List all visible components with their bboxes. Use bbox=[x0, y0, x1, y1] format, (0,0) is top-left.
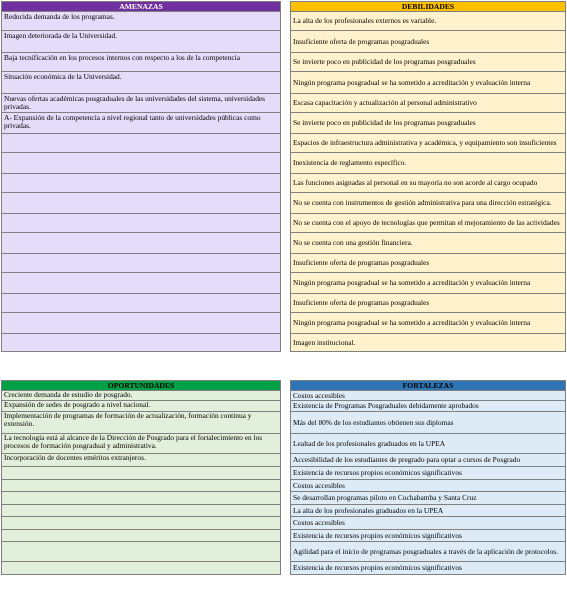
oportunidades-cell bbox=[2, 492, 281, 505]
fortalezas-table bbox=[290, 380, 566, 575]
oportunidades-cell bbox=[2, 480, 281, 492]
fortalezas-cell bbox=[291, 467, 566, 480]
debilidades-row bbox=[291, 72, 566, 94]
debilidades-item-text: No se cuenta con una gestión financiera. bbox=[293, 239, 413, 247]
amenazas-cell bbox=[2, 134, 281, 153]
fortalezas-cell bbox=[291, 517, 566, 530]
fortalezas-cell bbox=[291, 391, 566, 401]
fortalezas-item-text: Existencia de recursos propios económicos significativos bbox=[293, 564, 462, 572]
debilidades-item-text: Espacios de infraestructura administrativa y académica, y equipamiento son insuficientes bbox=[293, 139, 557, 147]
fortalezas-item-text: Lealtad de los profesionales graduados en la UPEA bbox=[293, 439, 446, 448]
fortalezas-item-text: Existencia de recursos propios económicos significativos bbox=[293, 469, 462, 477]
oportunidades-cell bbox=[2, 517, 281, 530]
debilidades-row bbox=[291, 53, 566, 72]
oportunidades-cell bbox=[2, 391, 281, 401]
fortalezas-row bbox=[291, 480, 566, 492]
oportunidades-row bbox=[2, 480, 281, 492]
amenazas-cell bbox=[2, 254, 281, 273]
oportunidades-cell bbox=[2, 412, 281, 434]
amenazas-cell bbox=[2, 94, 281, 113]
amenazas-row bbox=[2, 113, 281, 134]
oportunidades-item-text: La tecnología está al alcance de la Dirección de Posgrado para el fortalecimiento en los procesos de formación posgradual y administrativa. bbox=[4, 434, 263, 450]
debilidades-row bbox=[291, 12, 566, 31]
debilidades-item-text: Ningún programa posgradual se ha sometido a acreditación y evaluación interna bbox=[293, 78, 531, 87]
oportunidades-cell bbox=[2, 454, 281, 467]
debilidades-row bbox=[291, 254, 566, 273]
amenazas-cell bbox=[2, 214, 281, 233]
fortalezas-row bbox=[291, 412, 566, 434]
oportunidades-row bbox=[2, 401, 281, 412]
fortalezas-cell bbox=[291, 434, 566, 454]
fortalezas-item-text: La alta de los profesionales graduados en la UPEA bbox=[293, 506, 444, 515]
oportunidades-cell bbox=[2, 542, 281, 562]
amenazas-cell bbox=[2, 31, 281, 53]
debilidades-cell bbox=[291, 294, 566, 313]
amenazas-item-text: Reducida demanda de los programas. bbox=[4, 13, 115, 21]
debilidades-item-text: Ningún programa posgradual se ha sometido a acreditación y evaluación interna bbox=[293, 279, 531, 287]
debilidades-row bbox=[291, 313, 566, 334]
amenazas-row bbox=[2, 273, 281, 294]
amenazas-row bbox=[2, 193, 281, 214]
debilidades-cell bbox=[291, 214, 566, 233]
amenazas-row bbox=[2, 12, 281, 31]
fortalezas-item-text: Costos accesibles bbox=[293, 391, 345, 400]
amenazas-row bbox=[2, 313, 281, 334]
amenazas-row bbox=[2, 174, 281, 193]
debilidades-item-text: Inexistencia de reglamento específico. bbox=[293, 159, 407, 167]
fortalezas-row bbox=[291, 492, 566, 505]
debilidades-cell bbox=[291, 53, 566, 72]
oportunidades-row bbox=[2, 467, 281, 480]
debilidades-header: DEBILIDADES bbox=[291, 2, 566, 12]
amenazas-item-text: Situación económica de la Universidad. bbox=[4, 73, 122, 81]
amenazas-cell bbox=[2, 153, 281, 174]
amenazas-row bbox=[2, 254, 281, 273]
fortalezas-cell bbox=[291, 454, 566, 467]
debilidades-item-text: Insuficiente oferta de programas posgraduales bbox=[293, 299, 430, 307]
oportunidades-row bbox=[2, 505, 281, 517]
oportunidades-header: OPORTUNIDADES bbox=[2, 381, 281, 391]
debilidades-row bbox=[291, 174, 566, 193]
fortalezas-row bbox=[291, 454, 566, 467]
oportunidades-row bbox=[2, 391, 281, 401]
debilidades-cell bbox=[291, 254, 566, 273]
fortalezas-row bbox=[291, 505, 566, 517]
debilidades-table bbox=[290, 1, 566, 352]
debilidades-cell bbox=[291, 31, 566, 53]
oportunidades-cell bbox=[2, 401, 281, 412]
fortalezas-row bbox=[291, 517, 566, 530]
amenazas-cell bbox=[2, 294, 281, 313]
amenazas-cell bbox=[2, 53, 281, 72]
debilidades-row bbox=[291, 113, 566, 134]
oportunidades-row bbox=[2, 412, 281, 434]
amenazas-row bbox=[2, 53, 281, 72]
debilidades-item-text: Imagen institucional. bbox=[293, 338, 356, 347]
amenazas-row bbox=[2, 94, 281, 113]
oportunidades-row bbox=[2, 517, 281, 530]
fortalezas-cell bbox=[291, 562, 566, 575]
debilidades-cell bbox=[291, 12, 566, 31]
fortalezas-cell bbox=[291, 505, 566, 517]
oportunidades-row bbox=[2, 434, 281, 454]
amenazas-row bbox=[2, 214, 281, 233]
amenazas-cell bbox=[2, 313, 281, 334]
fortalezas-item-text: Existencia de recursos propios económicos significativos bbox=[293, 531, 462, 540]
debilidades-row bbox=[291, 334, 566, 352]
oportunidades-row bbox=[2, 542, 281, 562]
debilidades-row bbox=[291, 31, 566, 53]
fortalezas-item-text: Existencia de Programas Posgraduales debidamente aprobados bbox=[293, 402, 479, 410]
debilidades-item-text: Se invierte poco en publicidad de los programas posgraduales bbox=[293, 58, 476, 66]
fortalezas-item-text: Se desarrollan programas piloto en Cochabamba y Santa Cruz bbox=[293, 494, 477, 502]
fortalezas-cell bbox=[291, 401, 566, 412]
debilidades-row bbox=[291, 273, 566, 294]
amenazas-cell bbox=[2, 334, 281, 352]
oportunidades-cell bbox=[2, 505, 281, 517]
fortalezas-row bbox=[291, 467, 566, 480]
amenazas-item-text: Imagen deteriorada de la Universidad. bbox=[4, 32, 118, 40]
debilidades-row bbox=[291, 214, 566, 233]
fortalezas-item-text: Costos accesibles bbox=[293, 519, 345, 527]
fortalezas-item-text: Accesibilidad de los estudiantes de pregrado para optar a cursos de Posgrado bbox=[293, 456, 521, 464]
amenazas-row bbox=[2, 31, 281, 53]
debilidades-cell bbox=[291, 113, 566, 134]
amenazas-item-text: A- Expansión de la competencia a nivel regional tanto de universidades públicas como privadas. bbox=[4, 114, 261, 130]
fortalezas-cell bbox=[291, 530, 566, 542]
debilidades-cell bbox=[291, 153, 566, 174]
debilidades-item-text: No se cuenta con instrumentos de gestión administrativa para una dirección estratégica. bbox=[293, 199, 552, 207]
oportunidades-item-text: Incorporación de docentes eméritos extranjeros. bbox=[4, 454, 146, 462]
debilidades-row bbox=[291, 94, 566, 113]
debilidades-item-text: Las funciones asignadas al personal en su mayoría no son acorde al cargo ocupado bbox=[293, 179, 538, 187]
oportunidades-item-text: Creciente demanda de estudio de posgrado. bbox=[4, 391, 133, 399]
oportunidades-row bbox=[2, 530, 281, 542]
debilidades-row bbox=[291, 134, 566, 153]
debilidades-cell bbox=[291, 174, 566, 193]
oportunidades-item-text: Expansión de sedes de posgrado a nivel nacional. bbox=[4, 401, 151, 409]
debilidades-item-text: La alta de los profesionales externos es variable. bbox=[293, 17, 437, 25]
fortalezas-item-text: Agilidad para el inicio de programas posgraduales a través de la aplicación de protocolos. bbox=[293, 547, 559, 556]
debilidades-cell bbox=[291, 313, 566, 334]
oportunidades-cell bbox=[2, 434, 281, 454]
amenazas-cell bbox=[2, 72, 281, 94]
oportunidades-cell bbox=[2, 562, 281, 575]
amenazas-row bbox=[2, 233, 281, 254]
fortalezas-cell bbox=[291, 542, 566, 562]
fortalezas-header: FORTALEZAS bbox=[291, 381, 566, 391]
debilidades-item-text: Escasa capacitación y actualización al personal administrativo bbox=[293, 99, 477, 107]
oportunidades-row bbox=[2, 562, 281, 575]
fortalezas-cell bbox=[291, 412, 566, 434]
debilidades-item-text: No se cuenta con el apoyo de tecnologías que permitan el mejoramiento de las actividades bbox=[293, 219, 560, 227]
fortalezas-row bbox=[291, 530, 566, 542]
oportunidades-table bbox=[1, 380, 281, 575]
debilidades-item-text: Se invierte poco en publicidad de los programas posgraduales bbox=[293, 119, 476, 127]
amenazas-table bbox=[1, 1, 281, 352]
amenazas-cell bbox=[2, 113, 281, 134]
amenazas-row bbox=[2, 72, 281, 94]
oportunidades-cell bbox=[2, 467, 281, 480]
debilidades-row bbox=[291, 193, 566, 214]
fortalezas-row bbox=[291, 562, 566, 575]
fortalezas-cell bbox=[291, 492, 566, 505]
amenazas-cell bbox=[2, 174, 281, 193]
amenazas-item-text: Nuevas ofertas académicas posgraduales de las universidades del sistema, universidades privadas. bbox=[4, 95, 266, 111]
debilidades-row bbox=[291, 233, 566, 254]
amenazas-item-text: Baja tecnificación en los procesos internos con respecto a los de la competencia bbox=[4, 54, 240, 62]
fortalezas-item-text: Costos accesibles bbox=[293, 481, 345, 490]
debilidades-item-text: Insuficiente oferta de programas posgraduales bbox=[293, 259, 430, 267]
fortalezas-row bbox=[291, 434, 566, 454]
debilidades-cell bbox=[291, 134, 566, 153]
debilidades-cell bbox=[291, 273, 566, 294]
amenazas-cell bbox=[2, 12, 281, 31]
fortalezas-cell bbox=[291, 480, 566, 492]
amenazas-row bbox=[2, 294, 281, 313]
debilidades-row bbox=[291, 153, 566, 174]
debilidades-item-text: Ningún programa posgradual se ha sometido a acreditación y evaluación interna bbox=[293, 319, 531, 327]
amenazas-row bbox=[2, 334, 281, 352]
fortalezas-row bbox=[291, 542, 566, 562]
oportunidades-cell bbox=[2, 530, 281, 542]
debilidades-cell bbox=[291, 193, 566, 214]
debilidades-cell bbox=[291, 334, 566, 352]
oportunidades-row bbox=[2, 454, 281, 467]
debilidades-row bbox=[291, 294, 566, 313]
amenazas-row bbox=[2, 153, 281, 174]
oportunidades-item-text: Implementación de programas de formación de actualización, formación continua y extensión. bbox=[4, 412, 252, 428]
amenazas-cell bbox=[2, 273, 281, 294]
amenazas-header: AMENAZAS bbox=[2, 2, 281, 12]
debilidades-item-text: Insuficiente oferta de programas posgraduales bbox=[293, 37, 430, 46]
debilidades-cell bbox=[291, 94, 566, 113]
oportunidades-row bbox=[2, 492, 281, 505]
debilidades-cell bbox=[291, 72, 566, 94]
amenazas-row bbox=[2, 134, 281, 153]
debilidades-cell bbox=[291, 233, 566, 254]
fortalezas-item-text: Más del 80% de los estudiantes obtienen sus diplomas bbox=[293, 418, 454, 427]
fortalezas-row bbox=[291, 401, 566, 412]
amenazas-cell bbox=[2, 233, 281, 254]
amenazas-cell bbox=[2, 193, 281, 214]
fortalezas-row bbox=[291, 391, 566, 401]
